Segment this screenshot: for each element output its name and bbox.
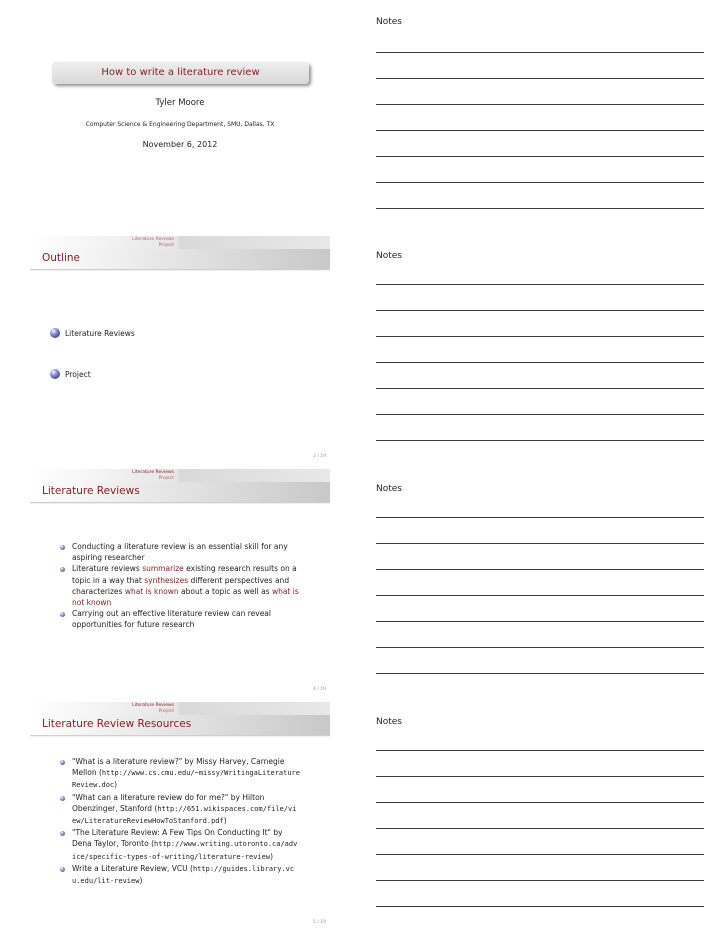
bullet-icon	[60, 867, 65, 872]
note-line	[376, 284, 704, 285]
bullet-ball-icon	[50, 369, 60, 379]
date: November 6, 2012	[142, 140, 218, 149]
list-item: "What can a literature review do for me?" by Hilton Obenzinger, Stanford (http://651.wikispaces.com/file/view/LiteratureReviewHowToStanford.pdf)	[60, 792, 300, 828]
notes-label: Notes	[376, 717, 402, 727]
nav-project[interactable]: Project	[158, 243, 174, 248]
resources-slide	[30, 702, 330, 930]
nav-project[interactable]: Project	[158, 476, 174, 481]
nav-literature-reviews[interactable]: Literature Reviews	[132, 470, 174, 475]
frame-title: Literature Review Resources	[42, 718, 192, 730]
outline-item-project[interactable]: Project	[50, 369, 91, 379]
note-line	[376, 906, 704, 907]
slide-header	[30, 469, 330, 503]
note-line	[376, 647, 704, 648]
note-line	[376, 621, 704, 622]
frame-title: Literature Reviews	[42, 485, 140, 497]
frame-title: Outline	[42, 252, 80, 264]
note-line	[376, 362, 704, 363]
note-line	[376, 336, 704, 337]
literature-reviews-slide	[30, 469, 330, 697]
note-line	[376, 517, 704, 518]
notes-area-2	[376, 251, 704, 451]
note-line	[376, 569, 704, 570]
resource-link[interactable]: http://www.cs.cmu.edu/~missy/WritingaLiteratureReview.doc	[72, 769, 300, 790]
bullet-icon	[60, 796, 65, 801]
note-line	[376, 388, 704, 389]
note-line	[376, 750, 704, 751]
bullet-icon	[60, 567, 65, 572]
resource-link[interactable]: http://guides.library.vcu.edu/lit-review	[72, 864, 295, 886]
note-line	[376, 130, 704, 131]
list-item: "The Literature Review: A Few Tips On Conducting It" by Dena Taylor, Toronto (http://www.writing.utoronto.ca/advice/specific-types-of-writing/literature-review)	[60, 827, 300, 863]
list-item: Literature reviews summarize existing research results on a topic in a way that synthesizes different perspectives and characterizes what is known about a topic as well as what is not known	[60, 563, 300, 608]
note-line	[376, 414, 704, 415]
resource-link[interactable]: http://651.wikispaces.com/file/view/LiteratureReviewHowToStanford.pdf	[72, 804, 297, 826]
note-line	[376, 52, 704, 53]
note-line	[376, 440, 704, 441]
note-line	[376, 828, 704, 829]
presentation-title: How to write a literature review	[52, 62, 309, 84]
list-item: Carrying out an effective literature review can reveal opportunities for future research	[60, 608, 300, 630]
note-line	[376, 182, 704, 183]
note-line	[376, 802, 704, 803]
note-line	[376, 156, 704, 157]
nav-project[interactable]: Project	[158, 709, 174, 714]
note-line	[376, 854, 704, 855]
institution: Computer Science & Engineering Department, SMU, Dallas, TX	[85, 121, 275, 128]
notes-label: Notes	[376, 251, 402, 261]
note-line	[376, 776, 704, 777]
slide-header	[30, 702, 330, 736]
notes-area-3	[376, 484, 704, 684]
note-line	[376, 673, 704, 674]
page-number: 2 / 19	[313, 454, 326, 459]
list-item: Write a Literature Review, VCU (http://guides.library.vcu.edu/lit-review)	[60, 863, 300, 887]
author: Tyler Moore	[155, 98, 205, 108]
note-line	[376, 104, 704, 105]
nav-literature-reviews[interactable]: Literature Reviews	[132, 703, 174, 708]
bullet-icon	[60, 831, 65, 836]
notes-area-4	[376, 717, 704, 917]
page-number: 4 / 19	[313, 687, 326, 692]
resource-link[interactable]: http://www.writing.utoronto.ca/advice/specific-types-of-writing/literature-review	[72, 840, 298, 861]
note-line	[376, 310, 704, 311]
list-item: Conducting a literature review is an essential skill for any aspiring researcher	[60, 541, 300, 563]
title-slide	[30, 62, 330, 232]
bullet-list	[60, 756, 300, 887]
bullet-icon	[60, 545, 65, 550]
note-line	[376, 208, 704, 209]
notes-label: Notes	[376, 17, 402, 27]
bullet-ball-icon	[50, 328, 60, 338]
bullet-icon	[60, 612, 65, 617]
bullet-icon	[60, 760, 65, 765]
note-line	[376, 880, 704, 881]
notes-label: Notes	[376, 484, 402, 494]
notes-area-1	[376, 17, 704, 217]
outline-slide	[30, 236, 330, 464]
nav-literature-reviews[interactable]: Literature Reviews	[132, 237, 174, 242]
outline-item-literature-reviews[interactable]: Literature Reviews	[50, 328, 135, 338]
note-line	[376, 78, 704, 79]
list-item: "What is a literature review?" by Missy Harvey, Carnegie Mellon (http://www.cs.cmu.edu/~missy/WritingaLiteratureReview.doc)	[60, 756, 300, 792]
note-line	[376, 595, 704, 596]
bullet-list	[60, 541, 300, 631]
page-number: 5 / 19	[313, 920, 326, 925]
slide-header	[30, 236, 330, 270]
note-line	[376, 543, 704, 544]
